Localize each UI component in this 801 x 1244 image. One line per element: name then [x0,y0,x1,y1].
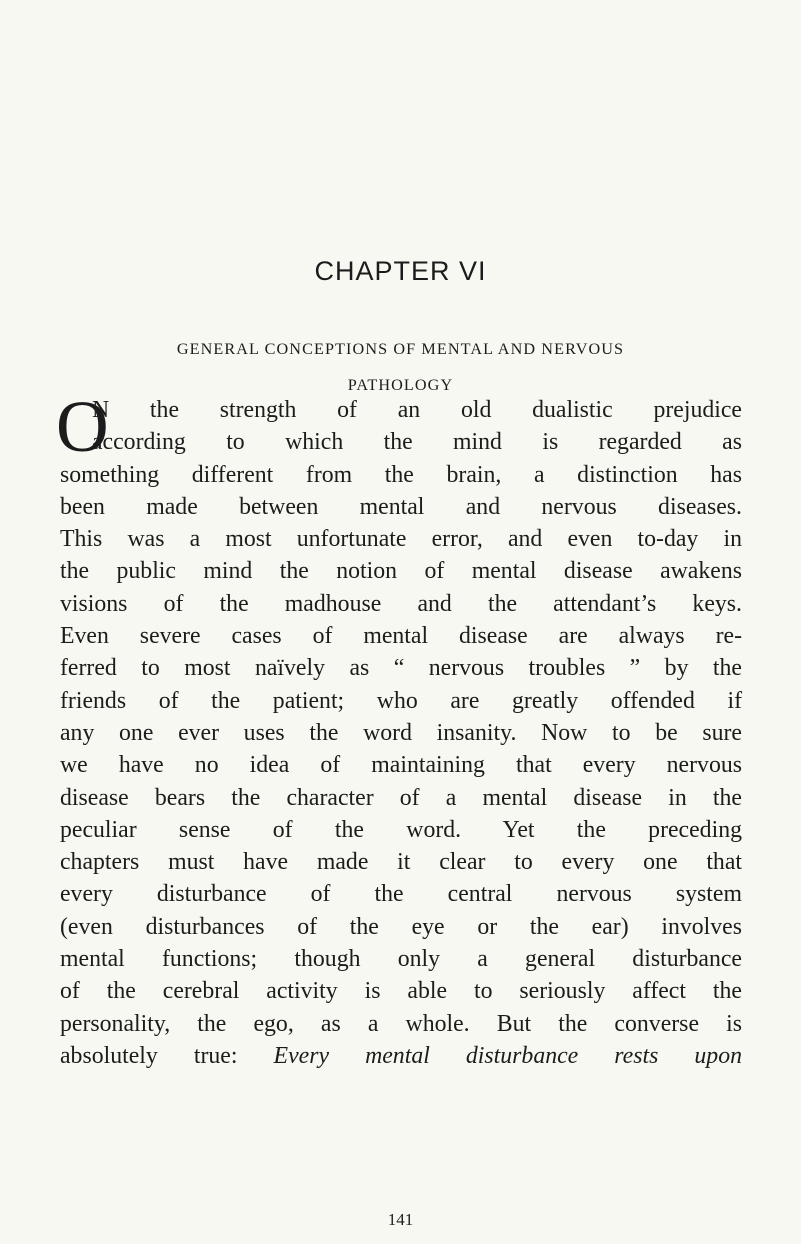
body-line-3: something different from the brain, a distinction has [60,461,742,488]
drop-cap: O [56,386,109,467]
body-line-6: the public mind the notion of mental disease awakens [60,558,742,585]
chapter-subtitle-line-1: GENERAL CONCEPTIONS OF MENTAL AND NERVOUS [176,340,625,358]
body-line-21-italic: Every mental disturbance rests upon [273,1042,743,1069]
body-line-8: Even severe cases of mental disease are always re- [60,623,742,650]
body-line-21-normal: absolutely true: [60,1042,274,1069]
chapter-title: CHAPTER VI [314,256,487,286]
body-line-19: of the cerebral activity is able to seriously affect the [60,978,742,1005]
body-line-7: visions of the madhouse and the attendant’s keys. [60,590,742,617]
body-line-12: we have no idea of maintaining that every nervous [60,752,742,779]
page-number: 141 [387,1210,414,1229]
body-line-13: disease bears the character of a mental disease in the [60,784,742,811]
body-line-18: mental functions; though only a general disturbance [60,946,742,973]
body-line-11: any one ever uses the word insanity. Now to be sure [60,719,742,746]
chapter-subtitle [60,331,741,403]
chapter-body-text [60,394,742,1072]
body-line-16: every disturbance of the central nervous system [60,881,742,908]
chapter-subtitle-line-2: PATHOLOGY [347,376,454,394]
body-line-4: been made between mental and nervous diseases. [60,493,742,520]
body-line-17: (even disturbances of the eye or the ear) involves [60,913,742,940]
body-line-10: friends of the patient; who are greatly offended if [60,687,742,714]
body-line-20: personality, the ego, as a whole. But the converse is [60,1010,742,1037]
body-line-21 [60,1040,742,1072]
body-line-1: N the strength of an old dualistic prejudice [92,397,742,423]
body-line-14: peculiar sense of the word. Yet the preceding [60,816,742,843]
body-line-9: ferred to most naïvely as “ nervous troubles ” by the [60,655,742,682]
body-line-5: This was a most unfortunate error, and even to-day in [60,526,742,553]
body-line-15: chapters must have made it clear to every one that [60,849,742,876]
body-line-2: according to which the mind is regarded as [92,429,742,456]
